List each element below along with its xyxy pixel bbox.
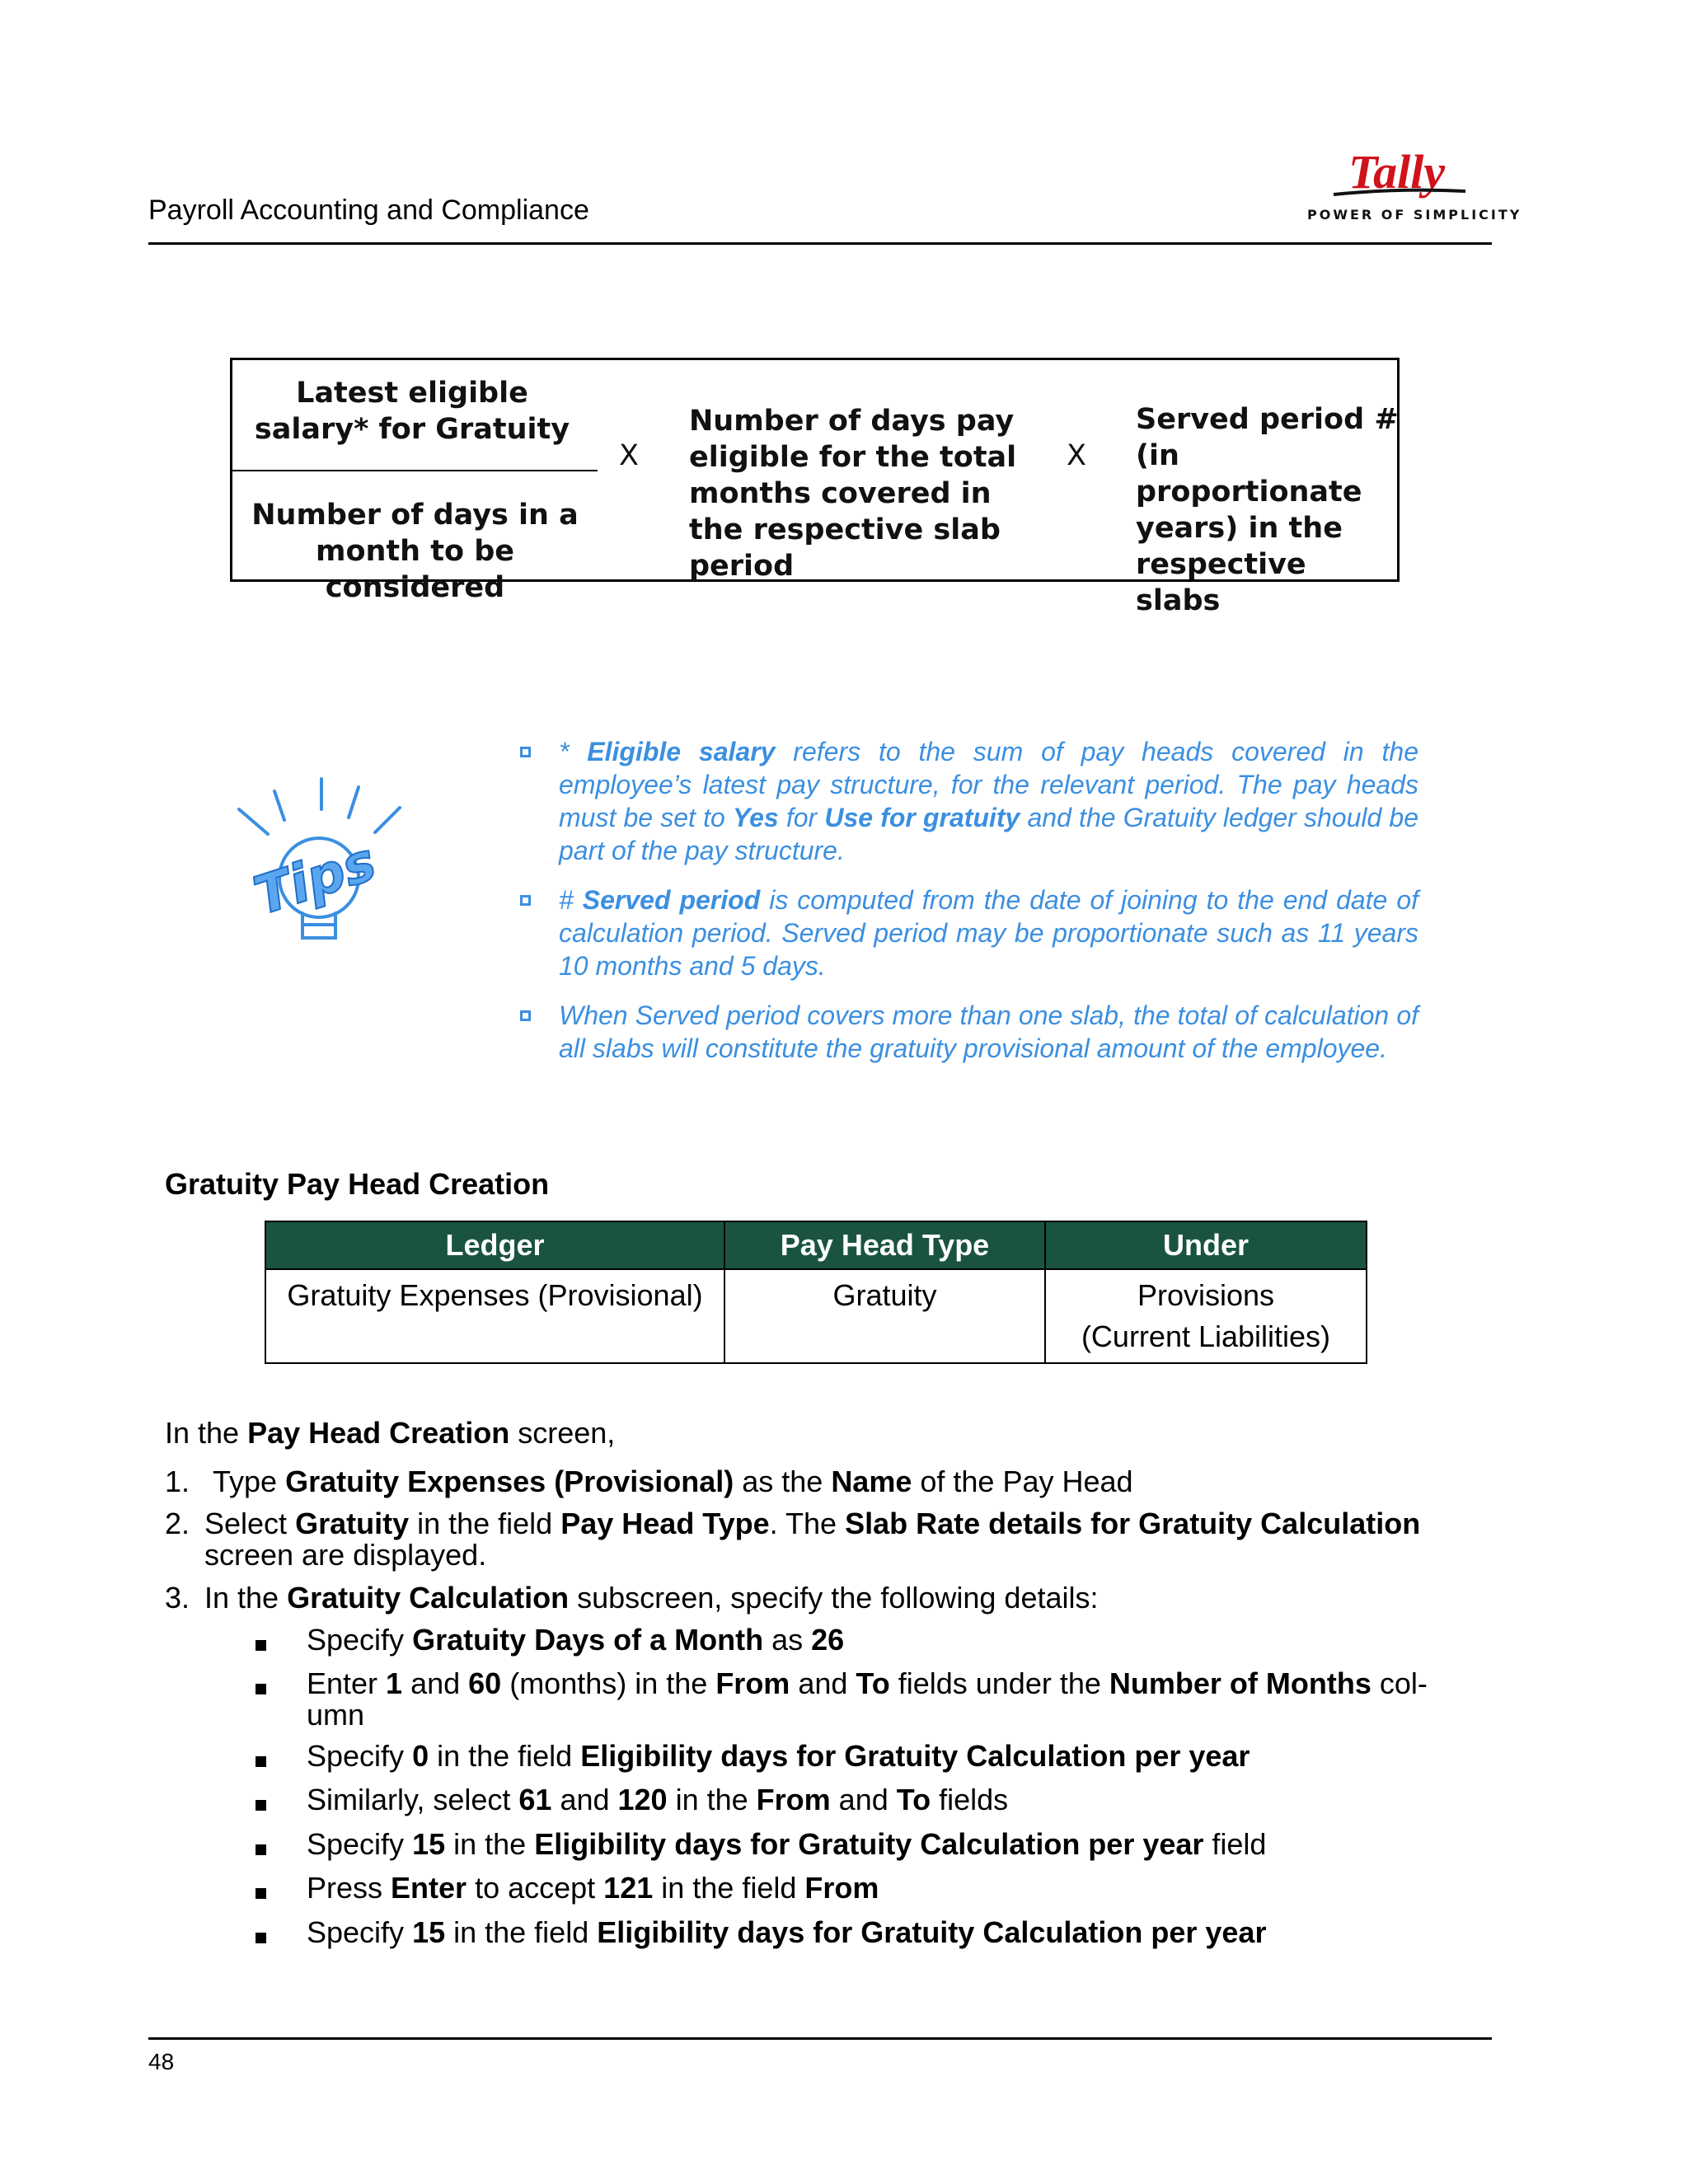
multiply-sign: X [619,439,639,472]
square-bullet-icon [256,1844,266,1855]
column-header-under: Under [1045,1221,1367,1269]
tally-logo [1301,140,1522,231]
sub-step: Similarly, select 61 and 120 in the From and To fields [307,1783,1009,1816]
document-title: Payroll Accounting and Compliance [148,194,589,226]
bullet-icon [520,1010,531,1021]
logo-tagline: POWER OF SIMPLICITY [1307,207,1522,223]
bullet-icon [520,747,531,757]
header-rule [148,242,1492,245]
step-text-continued: screen are displayed. [204,1538,487,1572]
sub-step: Press Enter to accept 121 in the field From [307,1871,879,1905]
tip-item: * Eligible salary refers to the sum of pay heads covered in the employee’s latest pay structure, for the relevant period. The pay heads must be set to Yes for Use for gratuity and the Gratuity ledger should be part of the pay structure. [518,735,1418,867]
tip-item: # Served period is computed from the date of joining to the end date of calculation period. Served period may be proportionate such as 11 years 10 months and 5 days. [518,883,1418,982]
sub-step: Specify 15 in the Eligibility days for Gratuity Calculation per year field [307,1827,1267,1861]
sub-step: Specify Gratuity Days of a Month as 26 [307,1623,845,1657]
formula-numerator: Latest eligible salary* for Gratuity [254,377,570,446]
multiply-sign: X [1067,439,1086,472]
intro-text: In the Pay Head Creation screen, [165,1416,616,1450]
step-number: 2. [165,1507,190,1540]
sub-step: Specify 15 in the field Eligibility days for Gratuity Calculation per year [307,1915,1267,1949]
formula-days-term: Number of days pay eligible for the total months covered in the respective slab period [689,405,1017,583]
square-bullet-icon [256,1684,266,1694]
sub-step: Enter 1 and 60 (months) in the From and To fields under the Number of Months col- [307,1666,1428,1700]
formula-served-term: Served period # (in proportionate years) in the respective slabs [1136,403,1399,617]
column-header-pay-head-type: Pay Head Type [724,1221,1045,1269]
footer-rule [148,2037,1492,2040]
tips-lightbulb-icon [235,775,408,956]
tips-list [518,735,1418,1081]
square-bullet-icon [256,1888,266,1899]
square-bullet-icon [256,1640,266,1651]
logo-wordmark: Tally [1348,145,1446,199]
square-bullet-icon [256,1800,266,1811]
cell-ledger: Gratuity Expenses (Provisional) [265,1269,724,1363]
sub-step: Specify 0 in the field Eligibility days for Gratuity Calculation per year [307,1739,1250,1773]
cell-pay-head-type: Gratuity [724,1269,1045,1363]
tip-item: When Served period covers more than one slab, the total of calculation of all slabs will constitute the gratuity provisional amount of the employee. [518,999,1418,1065]
step-text: In the Gratuity Calculation subscreen, specify the following details: [204,1581,1099,1615]
section-heading: Gratuity Pay Head Creation [165,1167,550,1201]
column-header-ledger: Ledger [265,1221,724,1269]
tips-label: Tips [246,831,383,928]
square-bullet-icon [256,1933,266,1943]
step-number: 3. [165,1581,190,1615]
fraction-line [232,470,598,471]
page-number: 48 [148,2049,175,2074]
step-number: 1. [165,1465,190,1498]
formula-denominator: Number of days in a month to be considered [251,499,579,604]
gratuity-formula-box [230,358,1400,617]
step-text: Select Gratuity in the field Pay Head Type. The Slab Rate details for Gratuity Calculation [204,1507,1421,1540]
bullet-icon [520,895,531,906]
sub-step-continued: umn [307,1698,365,1732]
step-text: Type Gratuity Expenses (Provisional) as the Name of the Pay Head [213,1465,1133,1498]
cell-under: Provisions (Current Liabilities) [1045,1269,1367,1363]
pay-head-table [265,1221,1367,1364]
table-row [265,1269,1367,1363]
square-bullet-icon [256,1756,266,1767]
table-header-row [265,1221,1367,1269]
